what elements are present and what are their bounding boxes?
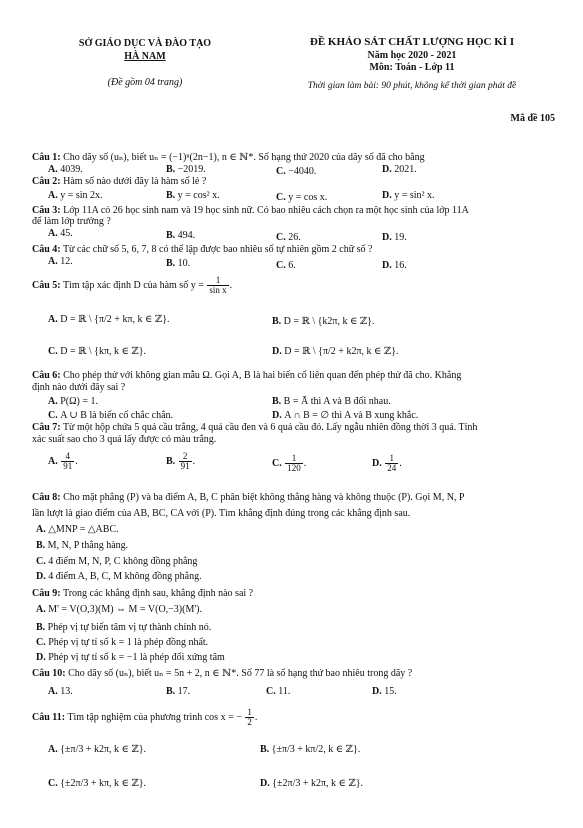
q10-option-a: A. 13. bbox=[48, 686, 73, 697]
option-letter: C. bbox=[276, 166, 289, 177]
q11-option-d: D. {±2π/3 + k2π, k ∈ ℤ}. bbox=[260, 778, 364, 789]
option-letter: D. bbox=[382, 164, 395, 175]
option-letter: C. bbox=[36, 556, 49, 567]
school-year: Năm học 2020 - 2021 bbox=[367, 49, 457, 61]
province-name: HÀ NAM bbox=[124, 50, 166, 62]
exam-code: Mã đề 105 bbox=[510, 113, 555, 124]
option-letter: B. bbox=[166, 258, 178, 269]
question-3-cont: để làm lớp trưởng ? bbox=[32, 216, 111, 227]
q2-option-c: C. y = cos x. bbox=[276, 192, 328, 203]
exam-title: ĐỀ KHẢO SÁT CHẤT LƯỢNG HỌC KÌ I bbox=[309, 36, 515, 48]
option-letter: D. bbox=[272, 346, 285, 357]
question-10: Câu 10: Cho dãy số (uₙ), biết uₙ = 5n + 2, n ∈ ℕ*. Số 77 là số hạng thứ bao nhiêu trong dãy ? bbox=[32, 668, 413, 679]
question-3: Câu 3: Lớp 11A có 26 học sinh nam và 19 học sinh nữ. Có bao nhiêu cách chọn ra một học sinh của lớp 11A bbox=[32, 205, 469, 216]
option-letter: D. bbox=[382, 260, 395, 271]
q6-option-b: B. B = Ā thì A và B đối nhau. bbox=[272, 396, 391, 407]
q7-option-a: A. $\frac{4}{91}$ . bbox=[48, 451, 78, 472]
option-letter: B. bbox=[166, 190, 178, 201]
q6-option-c: C. A ∪ B là biến cố chắc chắn. bbox=[48, 410, 174, 421]
q1-option-c: C. −4040. bbox=[276, 166, 317, 177]
question-5: Câu 5: Tìm tập xác định D của hàm số y = $\frac{1}{\text{sin x}}$ . bbox=[32, 275, 233, 296]
q9-option-a: A. M' = V(O,3)(M) ⇔ M = V(O,−3)(M'). bbox=[36, 604, 202, 615]
option-letter: C. bbox=[276, 232, 289, 243]
header-right bbox=[262, 36, 562, 93]
q8-option-d: D. 4 điểm A, B, C, M không đồng phẳng. bbox=[36, 571, 202, 582]
option-letter: A. bbox=[48, 256, 61, 267]
option-letter: A. bbox=[48, 744, 61, 755]
q2-option-d: D. y = sin² x. bbox=[382, 190, 435, 201]
question-2: Câu 2: Hàm số nào dưới đây là hàm số lẻ ? bbox=[32, 176, 207, 187]
q8-option-b: B. M, N, P thẳng hàng. bbox=[36, 540, 129, 551]
pages-note: (Đề gồm 04 trang) bbox=[107, 77, 183, 88]
option-letter: D. bbox=[382, 190, 395, 201]
q6-option-d: D. A ∩ B = ∅ thì A và B xung khắc. bbox=[272, 410, 419, 421]
option-letter: D. bbox=[272, 410, 285, 421]
option-letter: A. bbox=[48, 190, 61, 201]
option-letter: A. bbox=[48, 396, 61, 407]
q3-option-c: C. 26. bbox=[276, 232, 301, 243]
q10-option-c: C. 11. bbox=[266, 686, 291, 697]
option-letter: A. bbox=[48, 164, 61, 175]
q11-option-c: C. {±2π/3 + kπ, k ∈ ℤ}. bbox=[48, 778, 147, 789]
option-letter: B. bbox=[36, 540, 48, 551]
option-letter: D. bbox=[372, 686, 385, 697]
question-1-text: Cho dãy số (uₙ), biết uₙ = (−1)ⁿ(2n−1), n ∈ ℕ*. Số hạng thứ 2020 của dãy số đã cho bằng bbox=[63, 152, 425, 163]
question-9: Câu 9: Trong các khẳng định sau, khẳng định nào sai ? bbox=[32, 588, 254, 599]
time-note: Thời gian làm bài: 90 phút, không kể thời gian phát đề bbox=[307, 80, 517, 91]
q7-option-d: D. $\frac{1}{24}$ . bbox=[372, 453, 402, 474]
q7-option-c: C. $\frac{1}{120}$ . bbox=[272, 453, 307, 474]
q1-option-b: B. −2019. bbox=[166, 164, 206, 175]
q3-option-d: D. 19. bbox=[382, 232, 407, 243]
option-letter: D. bbox=[36, 652, 49, 663]
option-letter: C. bbox=[48, 410, 61, 421]
q2-option-a: A. y = sin 2x. bbox=[48, 190, 103, 201]
q7-option-b: B. $\frac{2}{91}$ . bbox=[166, 451, 196, 472]
option-letter: C. bbox=[36, 637, 49, 648]
question-1: Câu 1: Cho dãy số (uₙ), biết uₙ = (−1)ⁿ(2n−1), n ∈ ℕ*. Số hạng thứ 2020 của dãy số đã cho bằng bbox=[32, 152, 425, 163]
option-letter: B. bbox=[166, 686, 178, 697]
option-letter: D. bbox=[260, 778, 273, 789]
q5-option-a: A. D = ℝ \ {π/2 + kπ, k ∈ ℤ}. bbox=[48, 314, 170, 325]
q8-option-c: C. 4 điểm M, N, P, C không đồng phẳng bbox=[36, 556, 198, 567]
q1-option-a: A. 4039. bbox=[48, 164, 83, 175]
option-letter: C. bbox=[48, 778, 61, 789]
q3-option-b: B. 494. bbox=[166, 230, 196, 241]
option-letter: D. bbox=[36, 571, 49, 582]
option-letter: A. bbox=[48, 314, 61, 325]
option-letter: B. bbox=[272, 396, 284, 407]
option-letter: B. bbox=[166, 164, 178, 175]
q3-option-a: A. 45. bbox=[48, 228, 73, 239]
q5-option-d: D. D = ℝ \ {π/2 + k2π, k ∈ ℤ}. bbox=[272, 346, 399, 357]
q4-option-d: D. 16. bbox=[382, 260, 407, 271]
option-letter: C. bbox=[266, 686, 279, 697]
q10-option-d: D. 15. bbox=[372, 686, 397, 697]
option-letter: A. bbox=[36, 604, 49, 615]
question-4: Câu 4: Từ các chữ số 5, 6, 7, 8 có thể lập được bao nhiêu số tự nhiên gồm 2 chữ số ? bbox=[32, 244, 373, 255]
q11-option-b: B. {±π/3 + kπ/2, k ∈ ℤ}. bbox=[260, 744, 361, 755]
option-letter: C. bbox=[48, 346, 61, 357]
q6-option-a: A. P(Ω) = 1. bbox=[48, 396, 99, 407]
q4-option-b: B. 10. bbox=[166, 258, 191, 269]
question-8: Câu 8: Cho mặt phẳng (P) và ba điểm A, B, C phân biệt không thẳng hàng và không thuộc (P). Gọi M, N, P bbox=[32, 492, 465, 503]
option-letter: B. bbox=[272, 316, 284, 327]
q4-option-c: C. 6. bbox=[276, 260, 296, 271]
q5-fraction: $\frac{1}{\text{sin x}}$ bbox=[209, 275, 227, 296]
option-letter: B. bbox=[36, 622, 48, 633]
q9-option-d: D. Phép vị tự tỉ số k = −1 là phép đối xứng tâm bbox=[36, 652, 225, 663]
option-letter: A. bbox=[36, 524, 49, 535]
q5-option-b: B. D = ℝ \ {k2π, k ∈ ℤ}. bbox=[272, 316, 375, 327]
q11-fraction: $\frac{1}{2}$ bbox=[247, 707, 252, 728]
q10-option-b: B. 17. bbox=[166, 686, 191, 697]
option-letter: B. bbox=[166, 230, 178, 241]
option-letter: C. bbox=[276, 192, 289, 203]
subject: Môn: Toán - Lớp 11 bbox=[369, 62, 455, 74]
option-letter: B. bbox=[260, 744, 272, 755]
option-letter: A. bbox=[48, 686, 61, 697]
question-7: Câu 7: Từ một hộp chứa 5 quả cầu trắng, 4 quả cầu đen và 6 quả cầu đỏ. Lấy ngẫu nhiên đồng thời 3 quả. Tính bbox=[32, 422, 478, 433]
q9-option-b: B. Phép vị tự biến tâm vị tự thành chính nó. bbox=[36, 622, 212, 633]
question-6-cont: định nào dưới đây sai ? bbox=[32, 382, 126, 393]
q11-option-a: A. {±π/3 + k2π, k ∈ ℤ}. bbox=[48, 744, 147, 755]
question-7-cont: xác suất sao cho 3 quả lấy được có màu trắng. bbox=[32, 434, 217, 445]
q5-option-c: C. D = ℝ \ {kπ, k ∈ ℤ}. bbox=[48, 346, 147, 357]
q8-option-a: A. △MNP = △ABC. bbox=[36, 524, 119, 535]
q4-option-a: A. 12. bbox=[48, 256, 73, 267]
option-letter: A. bbox=[48, 228, 61, 239]
question-8-cont: lần lượt là giao điểm của AB, BC, CA với (P). Tìm khẳng định đúng trong các khẳng định sau. bbox=[32, 508, 411, 519]
option-letter: C. bbox=[276, 260, 289, 271]
header-left bbox=[40, 38, 250, 90]
option-letter: D. bbox=[382, 232, 395, 243]
q1-option-d: D. 2021. bbox=[382, 164, 417, 175]
department-name: SỞ GIÁO DỤC VÀ ĐÀO TẠO bbox=[78, 38, 212, 49]
question-6: Câu 6: Cho phép thử với không gian mẫu Ω. Gọi A, B là hai biến cố liên quan đến phép thử đã cho. Khẳng bbox=[32, 370, 462, 381]
q9-option-c: C. Phép vị tự tỉ số k = 1 là phép đồng nhất. bbox=[36, 637, 209, 648]
question-11: Câu 11: Tìm tập nghiệm của phương trình cos x = − $\frac{1}{2}$ . bbox=[32, 707, 258, 728]
q2-option-b: B. y = cos² x. bbox=[166, 190, 220, 201]
